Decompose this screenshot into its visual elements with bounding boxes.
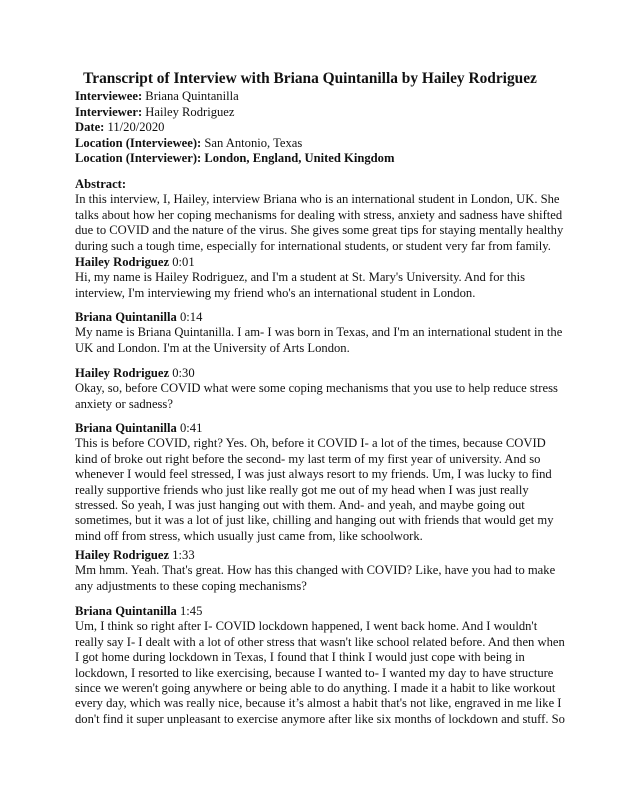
turn-line: My name is Briana Quintanilla. I am- I was born in Texas, and I'm an international student in the (75, 325, 563, 340)
meta-value: 11/20/2020 (107, 120, 165, 135)
timestamp: 0:41 (179, 421, 203, 435)
transcript-turn (75, 255, 595, 301)
abstract-heading (75, 177, 595, 192)
interview-metadata (75, 89, 394, 167)
turn-line: whenever I would feel stressed, I was just always resort to my friends. Um, I was lucky to find (75, 467, 552, 482)
turn-line: don't find it super unpleasant to exercise anymore after like six months of lockdown and stuff. So (75, 711, 565, 726)
speaker-name: Hailey Rodriguez (75, 255, 170, 269)
speaker-name: Hailey Rodriguez (75, 366, 170, 380)
turn-line: Okay, so, before COVID what were some coping mechanisms that you use to help reduce stress (75, 381, 558, 396)
turn-line: anxiety or sadness? (75, 396, 173, 411)
meta-value: Hailey Rodriguez (145, 104, 235, 119)
timestamp: 0:30 (172, 366, 195, 380)
document-title: Transcript of Interview with Briana Quintanilla by Hailey Rodriguez (83, 70, 537, 87)
speaker-name: Hailey Rodriguez (75, 548, 170, 562)
turn-line: mind off from stress, which usually just came from, like schoolwork. (75, 528, 423, 543)
timestamp: 1:45 (179, 604, 203, 618)
meta-interviewee (75, 89, 394, 105)
transcript-turn (75, 310, 595, 356)
turn-line: since we weren't going anywhere or being able to do anything. I made it a habit to like workout (75, 681, 556, 696)
turn-line: Hi, my name is Hailey Rodriguez, and I'm a student at St. Mary's University. And for this (75, 270, 526, 285)
timestamp: 1:33 (172, 548, 195, 562)
abstract-line: In this interview, I, Hailey, interview Briana who is an international student in London, UK. She (75, 192, 560, 207)
meta-value: Briana Quintanilla (145, 89, 239, 103)
meta-value: San Antonio, Texas (204, 135, 303, 150)
turn-line: any adjustments to these coping mechanisms? (75, 578, 307, 593)
transcript-turn (75, 366, 595, 412)
speaker-name: Briana Quintanilla (75, 604, 177, 618)
turn-header (75, 548, 595, 563)
turn-header (75, 421, 595, 436)
turn-line: Mm hmm. Yeah. That's great. How has this changed with COVID? Like, have you had to make (75, 563, 556, 578)
turn-header (75, 310, 595, 325)
turn-line: stressed. So yeah, I was just hanging out with them. And- and yeah, and maybe going out (75, 498, 525, 513)
meta-label: Location (Interviewee): (75, 135, 202, 150)
turn-line: kind of broke out right before the second- my last term of my first year of university. And so (75, 451, 541, 466)
speaker-name: Briana Quintanilla (75, 421, 177, 435)
transcript-turn (75, 604, 595, 727)
turn-header (75, 604, 595, 619)
turn-header (75, 255, 595, 270)
turn-line: UK and London. I'm at the University of Arts London. (75, 340, 350, 355)
abstract-line: during such a tough time, especially for international students, or student very far from family. (75, 238, 551, 253)
turn-line: lockdown, I resorted to like exercising, because I wanted to- I wanted my day to have structure (75, 665, 554, 680)
turn-header (75, 366, 595, 381)
turn-line: every day, which was really nice, because it’s almost a habit that's not like, engraved in me like I (75, 696, 562, 711)
meta-location-interviewee (75, 136, 394, 152)
abstract-heading-text: Abstract: (75, 177, 127, 191)
meta-date (75, 120, 394, 136)
meta-label: Date: (75, 120, 105, 135)
turn-line: interview, I'm interviewing my friend who's an international student in London. (75, 285, 476, 300)
turn-line: I got home during lockdown in Texas, I found that I think I would just cope with being in (75, 650, 525, 665)
abstract-section (75, 177, 595, 254)
abstract-line: due to COVID and the nature of the virus. She gives some great tips for staying mentally healthy (75, 223, 564, 238)
meta-value: London, England, United Kingdom (204, 151, 395, 166)
speaker-name: Briana Quintanilla (75, 310, 177, 324)
turn-line: This is before COVID, right? Yes. Oh, before it COVID I- a lot of the times, because COVID (75, 436, 546, 451)
transcript-turn (75, 421, 595, 544)
meta-location-interviewer (75, 151, 394, 167)
transcript-turn (75, 548, 595, 594)
abstract-line: talks about how her coping mechanisms for dealing with stress, anxiety and sadness have shifted (75, 207, 563, 222)
timestamp: 0:14 (179, 310, 203, 324)
turn-line: Um, I think so right after I- COVID lockdown happened, I went back home. And I wouldn't (75, 619, 538, 634)
meta-interviewer (75, 105, 394, 121)
meta-label: Location (Interviewer): (75, 151, 202, 166)
meta-label: Interviewee: (75, 89, 143, 103)
timestamp: 0:01 (172, 255, 195, 269)
turn-line: really say I- I dealt with a lot of other stress that wasn't like school related before. And then when (75, 634, 565, 649)
turn-line: sometimes, but it was a lot of just like, chilling and hanging out with friends that would get my (75, 513, 554, 528)
turn-line: really supportive friends who just like really got me out of my head when I was just really (75, 482, 529, 497)
meta-label: Interviewer: (75, 104, 143, 119)
